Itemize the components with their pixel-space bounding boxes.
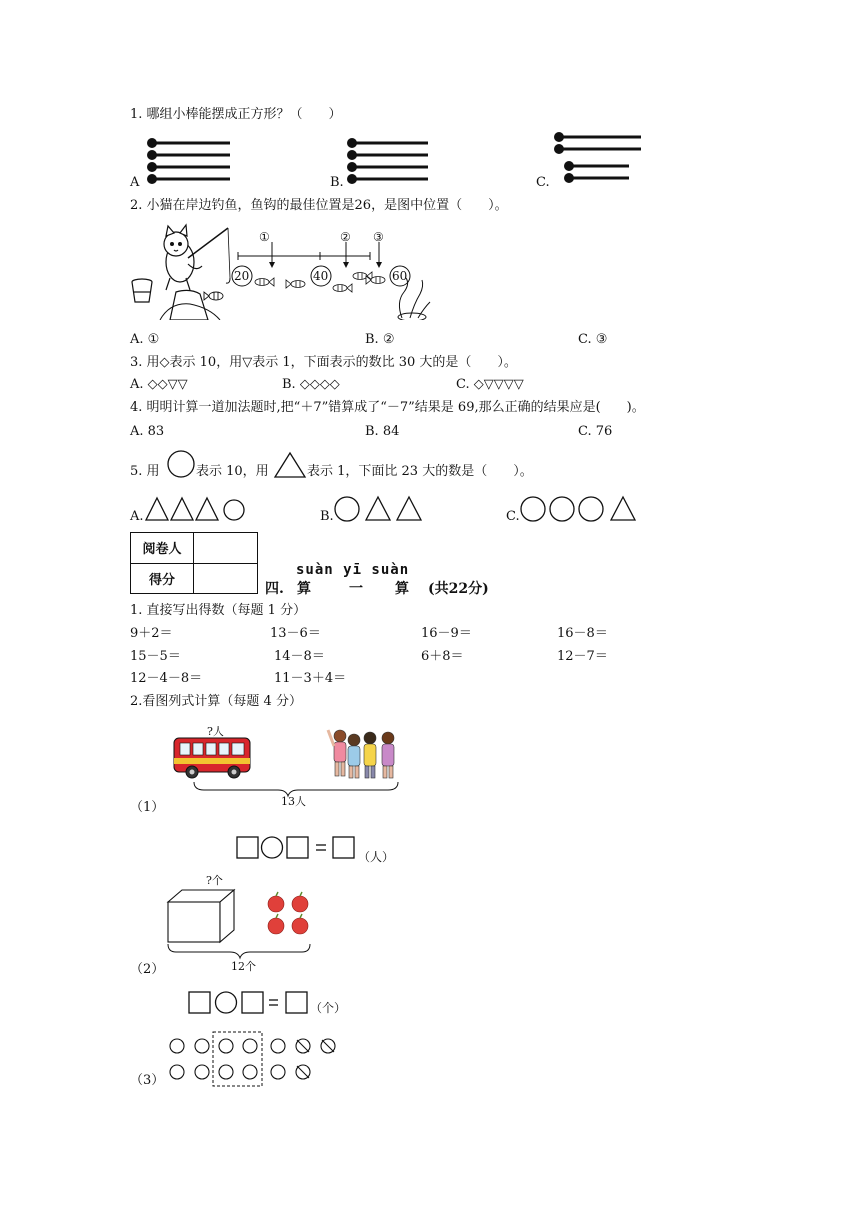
q2-option-c[interactable]: C. ③ [578,332,608,347]
calc-item[interactable]: 9＋2＝ [130,626,173,641]
q1-sticks-a [146,138,236,186]
q2-option-b[interactable]: B. ② [365,332,395,347]
p2-answer-boxes[interactable] [188,990,310,1016]
q2-number-60: 60 [392,269,408,283]
q2-number-40: 40 [313,269,329,283]
circles-figure [166,1030,346,1088]
apple-icon [268,892,308,934]
q2-question: 2. 小猫在岸边钓鱼，鱼钩的最佳位置是26，是图中位置（ ）。 [130,198,508,213]
q1-sticks-b [346,138,436,186]
q2-marker-3: ③ [373,230,384,244]
triangle-symbol-icon [273,451,307,479]
p1-question-mark: ?人 [207,725,224,738]
reviewer-cell[interactable] [194,533,258,564]
q5-option-a[interactable]: A. [130,509,144,524]
q4-question: 4. 明明计算一道加法题时,把“＋7”错算成了“－7”结果是 69,那么正确的结果应是( )。 [130,400,645,415]
calc-item[interactable]: 6＋8＝ [421,649,464,664]
section4-char-3: 算 [395,581,409,597]
q2-option-a[interactable]: A. ① [130,332,160,347]
calc-item[interactable]: 11－3＋4＝ [274,671,347,686]
score-cell[interactable] [194,563,258,594]
calc-item[interactable]: 12－4－8＝ [130,671,203,686]
p1-label: （1） [130,800,165,815]
p1-answer-boxes[interactable] [236,835,358,861]
section4-points: (共22分) [428,581,489,597]
q3-option-a[interactable]: A. ◇◇▽▽ [130,377,188,392]
score-label: 得分 [131,563,194,594]
p1-total: 13人 [281,795,306,808]
q1-sticks-c [553,132,653,186]
p2-question-mark: ?个 [206,874,223,887]
q5-option-b[interactable]: B. [320,509,334,524]
q1-option-b[interactable]: B. [330,175,344,190]
calc-item[interactable]: 13－6＝ [270,626,321,641]
calc-title: 1. 直接写出得数（每题 1 分） [130,603,307,618]
circle-symbol-icon [166,449,196,479]
section4-pinyin: suàn yī suàn [296,562,410,578]
calc-item[interactable]: 16－9＝ [421,626,472,641]
calc-item[interactable]: 16－8＝ [557,626,608,641]
q2-marker-1: ① [259,230,270,244]
q5-shapes-b [333,494,425,524]
q3-option-b[interactable]: B. ◇◇◇◇ [282,377,340,392]
calc-item[interactable]: 12－7＝ [557,649,608,664]
q1-option-c[interactable]: C. [536,175,550,190]
box-icon [168,890,234,942]
q5-option-c[interactable]: C. [506,509,520,524]
reviewer-label: 阅卷人 [131,533,194,564]
bucket-icon [132,279,152,302]
q4-option-b[interactable]: B. 84 [365,424,400,439]
cat-icon [164,225,202,290]
p3-label: （3） [130,1073,165,1088]
q2-number-20: 20 [234,269,250,283]
section4-char-1: 算 [297,581,311,597]
section4-char-2: 一 [349,581,363,597]
bus-people-figure [170,722,410,802]
fish-icon [204,292,223,300]
q1-question: 1. 哪组小棒能摆成正方形？（ ） [130,107,342,122]
score-table [130,532,258,594]
calc-item[interactable]: 15－5＝ [130,649,181,664]
q5-question-suffix: 表示 1，下面比 23 大的数是（ ）。 [307,464,533,479]
calc-item[interactable]: 14－8＝ [274,649,325,664]
q3-option-c[interactable]: C. ◇▽▽▽▽ [456,377,524,392]
picture-calc-title: 2.看图列式计算（每题 4 分） [130,694,302,709]
q2-marker-2: ② [340,230,351,244]
section4-number: 四. [265,581,284,597]
p1-unit: （人） [358,850,395,864]
p2-total: 12个 [231,960,256,973]
q5-question-prefix: 5. 用 [130,464,160,479]
people-icon [328,730,394,778]
q5-question-mid: 表示 10，用 [196,464,269,479]
q5-shapes-a [144,496,248,524]
q3-question: 3. 用◇表示 10，用▽表示 1，下面表示的数比 30 大的是（ ）。 [130,355,517,370]
p2-label: （2） [130,962,165,977]
q5-shapes-c [519,494,639,524]
q1-option-a[interactable]: A [130,175,140,190]
q4-option-a[interactable]: A. 83 [130,424,165,439]
bus-icon [174,738,250,778]
box-apples-figure [162,886,322,962]
p2-unit: （个） [310,1001,347,1015]
q4-option-c[interactable]: C. 76 [578,424,613,439]
